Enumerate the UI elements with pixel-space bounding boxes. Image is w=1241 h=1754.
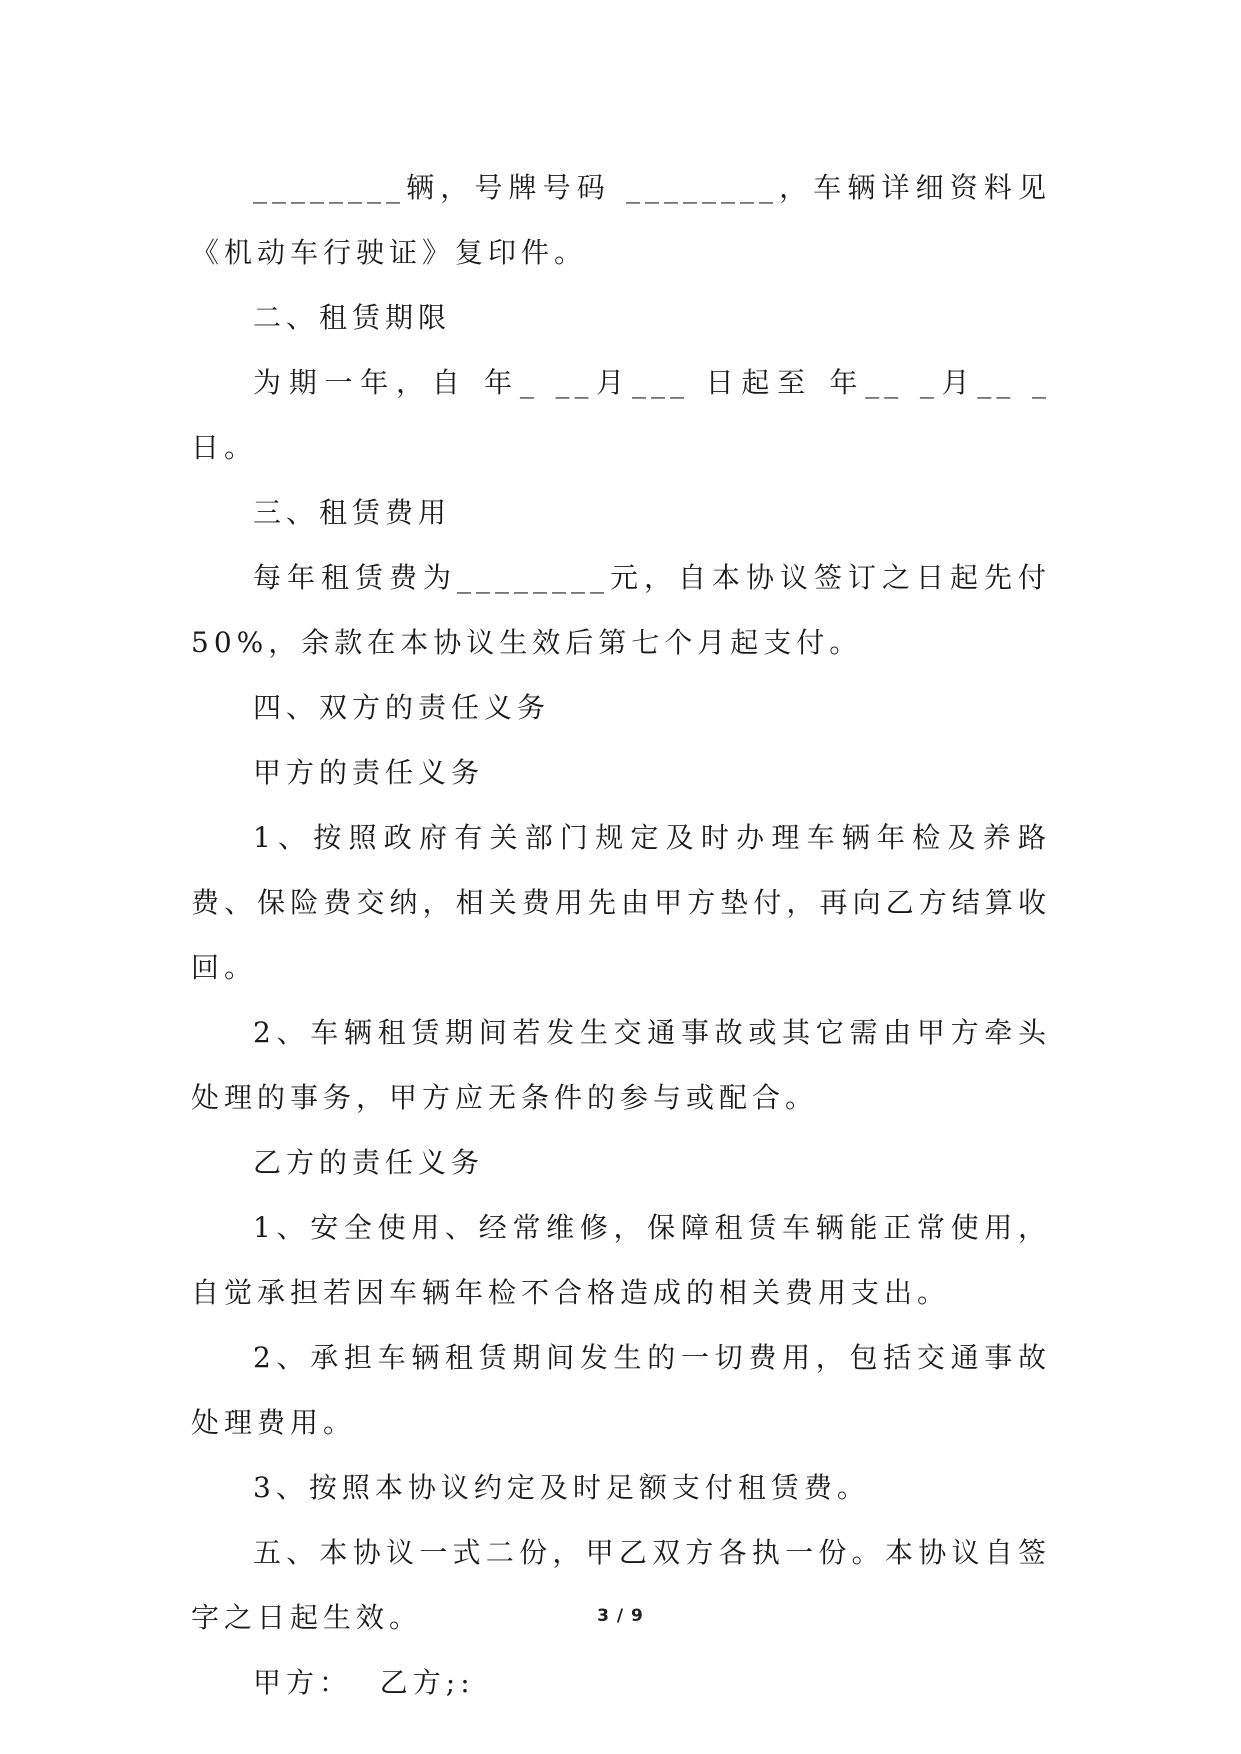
party-a-heading: 甲方的责任义务 <box>253 756 485 789</box>
lease-term-paragraph: 为期一年，自 年_ __月___ 日起至 年__ _月__ _日。 <box>191 366 1051 464</box>
party-a-item-1: 1、按照政府有关部门规定及时办理车辆年检及养路费、保险费交纳，相关费用先由甲方垫付，再向乙方结算收回。 <box>191 821 1051 984</box>
party-b-heading: 乙方的责任义务 <box>253 1146 485 1179</box>
section-heading-lease-fee: 三、租赁费用 <box>253 496 452 529</box>
vehicle-plate-paragraph: ________辆，号牌号码 ________，车辆详细资料见《机动车行驶证》复印件。 <box>191 171 1051 269</box>
signature-line: 甲方： 乙方;: <box>253 1666 475 1699</box>
party-b-item-3: 3、按照本协议约定及时足额支付租赁费。 <box>253 1471 870 1504</box>
document-body <box>191 155 1065 1715</box>
section-copies-effective: 五、本协议一式二份，甲乙双方各执一份。本协议自签字之日起生效。 <box>191 1536 1051 1634</box>
party-b-item-1: 1、安全使用、经常维修，保障租赁车辆能正常使用，自觉承担若因车辆年检不合格造成的相关费用支出。 <box>191 1211 1051 1309</box>
page-number: 3 / 9 <box>597 1606 644 1626</box>
party-a-item-2: 2、车辆租赁期间若发生交通事故或其它需由甲方牵头处理的事务，甲方应无条件的参与或配合。 <box>191 1016 1051 1114</box>
lease-fee-paragraph: 每年租赁费为________元，自本协议签订之日起先付 50%，余款在本协议生效后第七个月起支付。 <box>191 561 1065 659</box>
section-heading-lease-term: 二、租赁期限 <box>253 301 452 334</box>
section-heading-responsibilities: 四、双方的责任义务 <box>253 691 551 724</box>
party-b-item-2: 2、承担车辆租赁期间发生的一切费用，包括交通事故处理费用。 <box>191 1341 1051 1439</box>
